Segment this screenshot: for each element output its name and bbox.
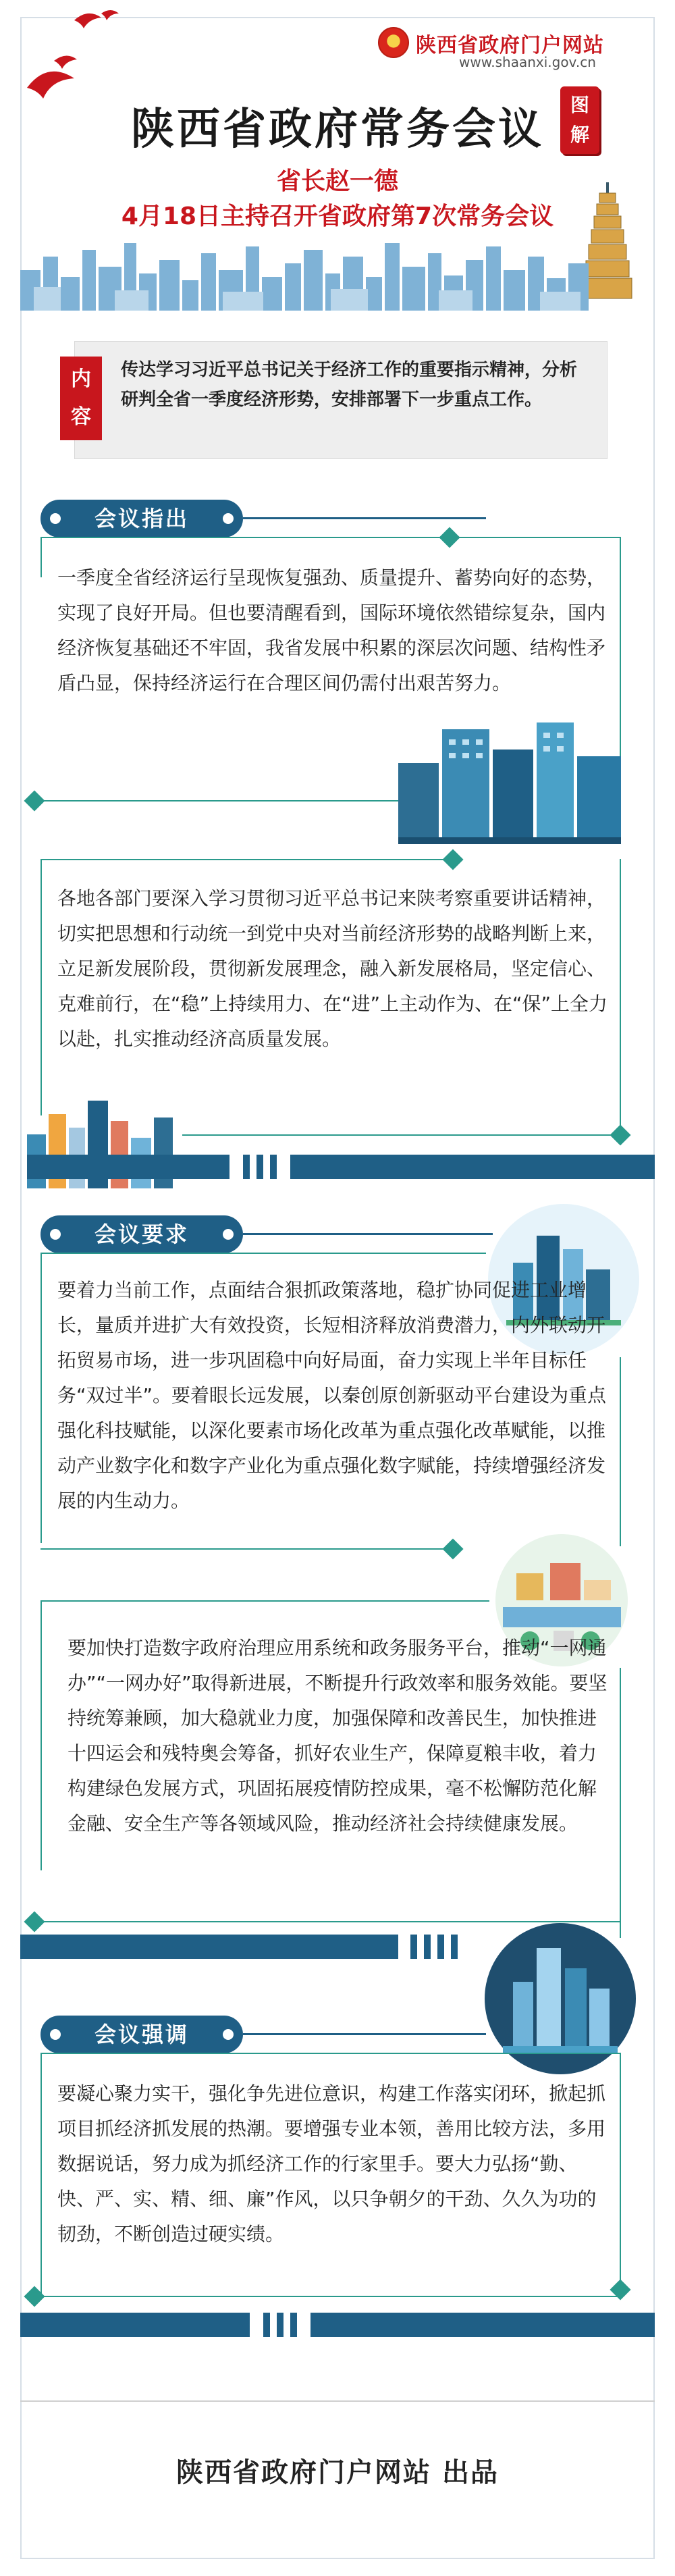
- national-emblem-icon: [378, 27, 409, 58]
- pill-dot-icon: [223, 1229, 234, 1240]
- tujie-badge: [560, 86, 599, 154]
- card-border-left: [40, 1253, 42, 1543]
- section-label-requirements: [40, 1215, 250, 1253]
- card-border-right: [620, 2053, 621, 2289]
- card-border-left: [40, 859, 42, 1115]
- card-border-top: [40, 1600, 489, 1602]
- card-border-bottom: [40, 2296, 621, 2297]
- site-name: 陕西省政府门户网站: [416, 34, 604, 57]
- pill-dot-icon: [223, 2029, 234, 2040]
- requirements-paragraph-1: 要着力当前工作，点面结合狠抓政策落地，稳扩协同促进工业增长，量质并进扩大有效投资，长短相济释放消费潜力，内外联动开拓贸易市场，进一步巩固稳中向好局面，奋力实现上半年目标任务“双过半”。要着眼长远发展，以秦创原创新驱动平台建设为重点强化科技赋能，以深化要素市场化改革为重点强化改革赋能，以推动产业数字化和数字产业化为重点强化数字赋能，持续增强经济发展的内生动力。: [57, 1279, 607, 1512]
- office-buildings-illustration: [398, 709, 621, 844]
- card-border-top: [40, 859, 452, 860]
- site-url[interactable]: www.shaanxi.gov.cn: [459, 54, 596, 70]
- badge-char-2: 解: [570, 124, 589, 146]
- card-border-left: [40, 1600, 42, 1870]
- card-border-right: [620, 859, 621, 1136]
- card-border-top: [40, 537, 621, 538]
- city-skyline-illustration: [20, 230, 655, 311]
- section-divider: [243, 2033, 486, 2035]
- pill-dot-icon: [50, 1229, 61, 1240]
- intro-text: 传达学习习近平总书记关于经济工作的重要指示精神，分析研判全省一季度经济形势，安排部署下一步重点工作。: [121, 360, 578, 410]
- emphasis-paragraph-1: 要凝心聚力实干，强化争先进位意识，构建工作落实闭环，掀起抓项目抓经济抓发展的热潮。要增强专业本领，善用比较方法，多用数据说话，努力成为抓经济工作的行家里手。要大力弘扬“勤、快、严、实、精、细、廉”作风，以只争朝夕的干劲、久久为功的韧劲，不断创造过硬实绩。: [57, 2082, 606, 2245]
- pointed-out-paragraph-1: 一季度全省经济运行呈现恢复强劲、质量提升、蓄势向好的态势，实现了良好开局。但也要清醒看到，国际环境依然错综复杂，国内经济恢复基础还不牢固，我省发展中积累的深层次问题、结构性矛盾凸显，保持经济运行在合理区间仍需付出艰苦努力。: [57, 567, 606, 694]
- section-pill: [40, 1215, 243, 1253]
- section-title: 会议强调: [94, 2022, 189, 2047]
- blue-stripe-divider: [27, 1155, 655, 1179]
- card-border-bottom: [40, 1548, 459, 1550]
- intro-box: [71, 341, 608, 459]
- requirements-paragraph-2: 要加快打造数字政府治理应用系统和政务服务平台，推动“一网通办”“一网办好”取得新进展，不断提升行政效率和服务效能。要坚持统筹兼顾，加大稳就业力度，加强保障和改善民生，加快推进十四运会和残特奥会筹备，抓好农业生产，保障夏粮丰收，着力构建绿色发展方式，巩固拓展疫情防控成果，毫不松懈防范化解金融、安全生产等各领域风险，推动经济社会持续健康发展。: [68, 1637, 608, 1835]
- blue-stripe-divider: [20, 1935, 520, 1959]
- section-divider: [243, 517, 486, 519]
- section-pill: [40, 2016, 243, 2053]
- card-border-bottom: [40, 800, 398, 801]
- intro-tag-char-2: 容: [71, 405, 91, 429]
- section-title: 会议要求: [94, 1221, 189, 1247]
- footer-credit: 陕西省政府门户网站 出品: [176, 2457, 499, 2488]
- site-logo[interactable]: [378, 27, 634, 68]
- section-label-pointed-out: [40, 500, 250, 537]
- intro-tag-char-1: 内: [71, 367, 91, 391]
- section-pill: [40, 500, 243, 537]
- section-label-emphasis: [40, 2016, 250, 2053]
- section-divider: [243, 1233, 493, 1235]
- pointed-out-paragraph-2: 各地各部门要深入学习贯彻习近平总书记来陕考察重要讲话精神，切实把思想和行动统一到党中央对当前经济形势的战略判断上来，立足新发展阶段，贯彻新发展理念，融入新发展格局，坚定信心、克难前行，在“稳”上持续用力、在“进”上主动作为、在“保”上全力以赴，扎实推动经济高质量发展。: [57, 887, 608, 1050]
- pill-dot-icon: [223, 513, 234, 524]
- footer-divider: [20, 2400, 655, 2402]
- card-border-right: [620, 1668, 621, 1938]
- section-title: 会议指出: [94, 506, 189, 531]
- card-border-bottom: [182, 1134, 614, 1136]
- card-border-left: [40, 537, 42, 577]
- page-title: 陕西省政府常务会议: [131, 105, 544, 155]
- card-border-top: [40, 2053, 621, 2054]
- card-border-left: [40, 2053, 42, 2296]
- header: [0, 0, 675, 317]
- subtitle-meeting: 4月18日主持召开省政府第7次常务会议: [121, 203, 554, 230]
- flying-birds-icon: [27, 7, 148, 108]
- badge-char-1: 图: [570, 94, 589, 116]
- blue-stripe-divider: [20, 2313, 655, 2337]
- card-border-right: [620, 1357, 621, 1546]
- pill-dot-icon: [50, 513, 61, 524]
- subtitle-governor: 省长赵一德: [276, 167, 398, 195]
- intro-tag: [60, 357, 102, 440]
- pill-dot-icon: [50, 2029, 61, 2040]
- card-border-top: [40, 1253, 486, 1254]
